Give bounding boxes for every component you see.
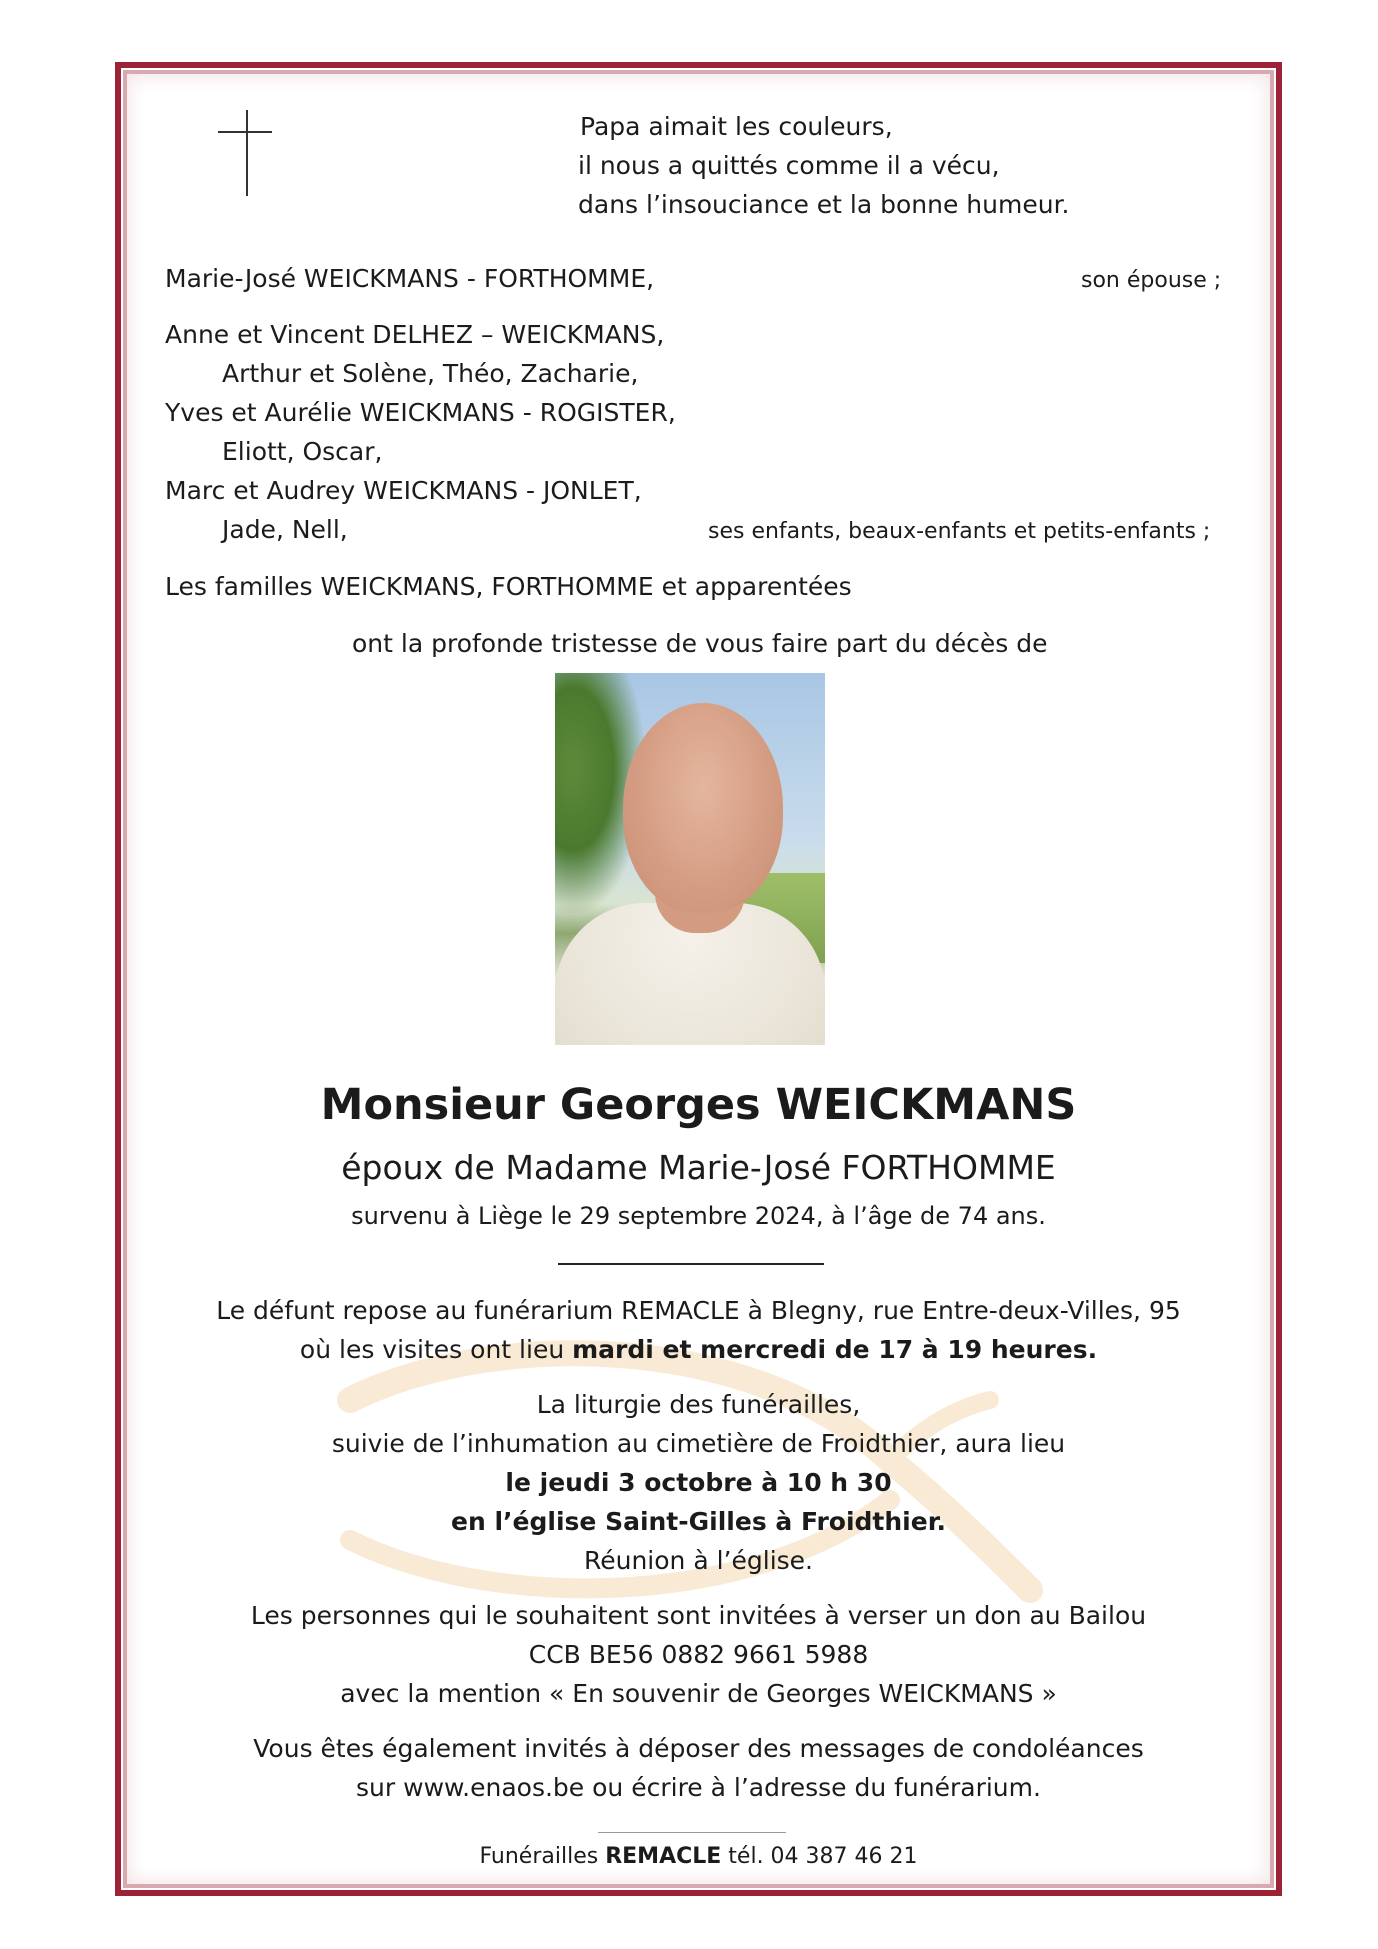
child-line-1: Anne et Vincent DELHEZ – WEICKMANS,: [165, 320, 665, 349]
spouse-role: son épouse ;: [1081, 268, 1222, 293]
poem-line-3: dans l’insouciance et la bonne humeur.: [578, 190, 1070, 219]
child-line-3: Yves et Aurélie WEICKMANS - ROGISTER,: [165, 398, 676, 427]
funeral-place: en l’église Saint-Gilles à Froidthier.: [451, 1507, 946, 1536]
poem-line-2: il nous a quittés comme il a vécu,: [578, 151, 1000, 180]
condolences-line-1: Vous êtes également invités à déposer des messages de condoléances: [253, 1734, 1144, 1763]
footer-divider: [598, 1832, 786, 1833]
donation-line-3: avec la mention « En souvenir de Georges WEICKMANS »: [340, 1679, 1057, 1708]
donation-line-1: Les personnes qui le souhaitent sont invitées à verser un don au Bailou: [250, 1601, 1147, 1630]
divider: [558, 1263, 824, 1265]
donation-account: CCB BE56 0882 9661 5988: [528, 1640, 869, 1669]
spouse-name: Marie-José WEICKMANS - FORTHOMME,: [165, 264, 655, 293]
portrait-photo: [555, 673, 825, 1045]
children-role: ses enfants, beaux-enfants et petits-enfants ;: [708, 519, 1211, 544]
funeral-line-1: La liturgie des funérailles,: [536, 1390, 861, 1419]
footer-funeral-home: REMACLE: [605, 1844, 722, 1869]
child-line-5: Marc et Audrey WEICKMANS - JONLET,: [165, 476, 642, 505]
deceased-name: Monsieur Georges WEICKMANS: [320, 1080, 1077, 1130]
condolences-line-2: sur www.enaos.be ou écrire à l’adresse du funérarium.: [356, 1773, 1041, 1802]
poem-line-1: Papa aimait les couleurs,: [580, 112, 893, 141]
deceased-death-line: survenu à Liège le 29 septembre 2024, à l’âge de 74 ans.: [351, 1202, 1046, 1230]
footer-phone: tél. 04 387 46 21: [721, 1844, 918, 1869]
visitation-line-2-prefix: où les visites ont lieu: [299, 1335, 573, 1364]
deceased-spouse-line: époux de Madame Marie-José FORTHOMME: [341, 1148, 1056, 1187]
child-line-6: Jade, Nell,: [222, 515, 348, 544]
footer-prefix: Funérailles: [479, 1844, 606, 1869]
visitation-hours: mardi et mercredi de 17 à 19 heures.: [572, 1335, 1098, 1364]
announcement-line: ont la profonde tristesse de vous faire part du décès de: [352, 629, 1048, 658]
visitation-line-1: Le défunt repose au funérarium REMACLE à Blegny, rue Entre-deux-Villes, 95: [216, 1296, 1181, 1325]
child-line-2: Arthur et Solène, Théo, Zacharie,: [222, 359, 639, 388]
visitation-line-2: [115, 1335, 1282, 1364]
footer-line: [115, 1844, 1282, 1869]
cross-icon: [218, 110, 272, 196]
funeral-meeting: Réunion à l’église.: [583, 1546, 813, 1575]
families-line: Les familles WEICKMANS, FORTHOMME et apparentées: [165, 572, 852, 601]
funeral-line-2: suivie de l’inhumation au cimetière de Froidthier, aura lieu: [331, 1429, 1066, 1458]
funeral-date: le jeudi 3 octobre à 10 h 30: [505, 1468, 892, 1497]
child-line-4: Eliott, Oscar,: [222, 437, 383, 466]
